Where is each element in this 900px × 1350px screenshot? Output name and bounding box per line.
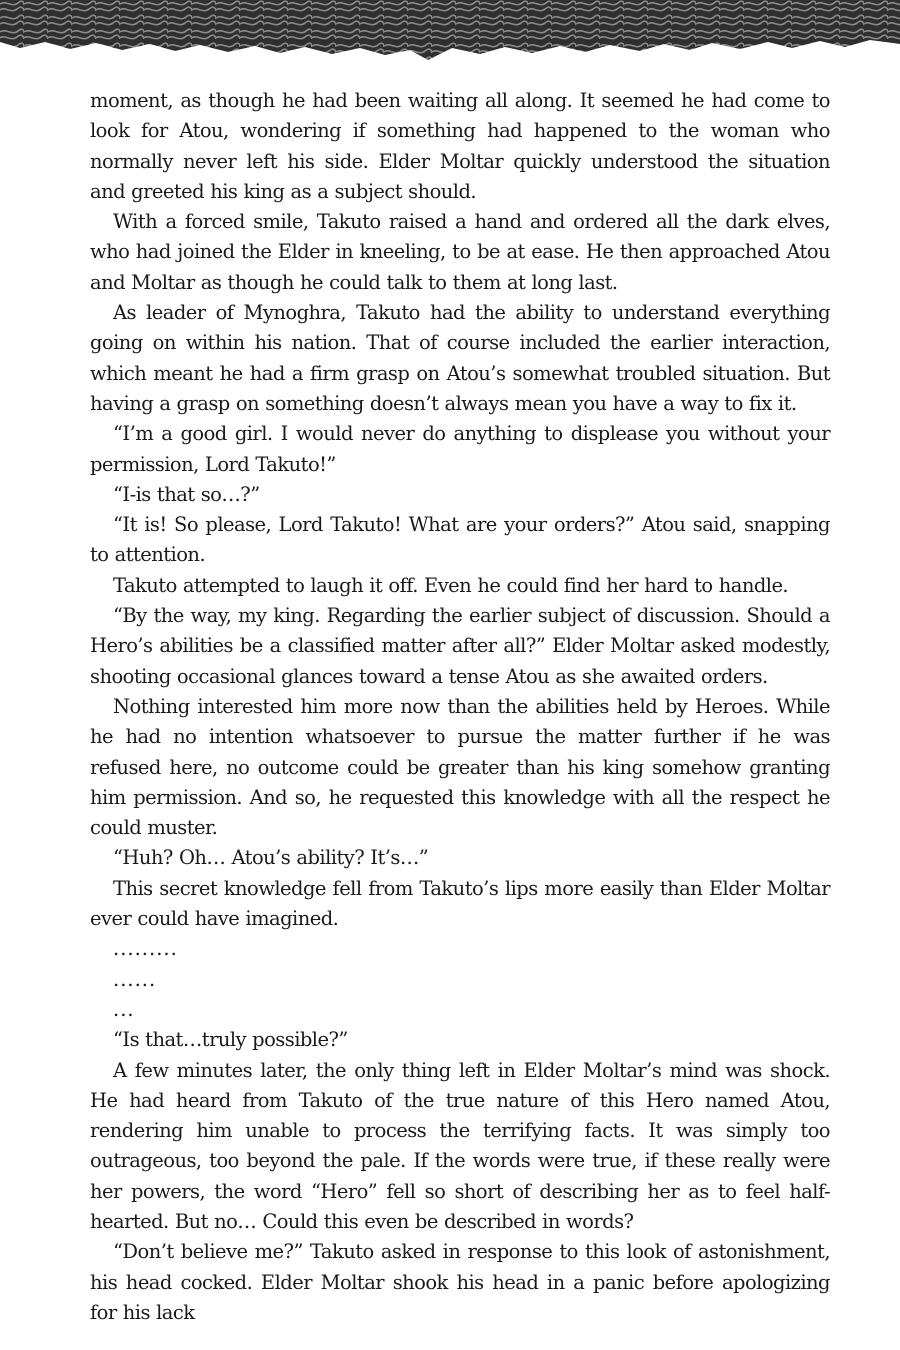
- paragraph: Takuto attempted to laugh it off. Even he could find her hard to handle.: [113, 573, 789, 597]
- paragraph: “I-is that so…?”: [113, 482, 260, 506]
- book-page-body: [90, 86, 830, 1328]
- paragraph: “By the way, my king. Regarding the earlier subject of discussion. Should a Hero’s abilities be a classified matter after all?” Elder Moltar asked modestly, shooting occasional glances toward a tense Atou as she awaited orders.: [90, 604, 830, 688]
- paragraph: “I’m a good girl. I would never do anything to displease you without your permission, Lord Takuto!”: [90, 422, 830, 476]
- torn-paper-header-decoration: [0, 0, 900, 70]
- paragraph: A few minutes later, the only thing left in Elder Moltar’s mind was shock. He had heard from Takuto of the true nature of this Hero named Atou, rendering him unable to process the terrifying facts. It was simply too outrageous, too beyond the pale. If the words were true, if these really were her powers, the word “Hero” fell so short of describing her as to feel half-hearted. But no… Could this even be described in words?: [90, 1058, 830, 1233]
- scene-break-dots: .........: [113, 937, 178, 961]
- paragraph: “Don’t believe me?” Takuto asked in response to this look of astonishment, his head cocked. Elder Moltar shook his head in a panic before apologizing for his lack: [90, 1240, 830, 1324]
- paragraph: moment, as though he had been waiting all along. It seemed he had come to look for Atou, wondering if something had happened to the woman who normally never left his side. Elder Moltar quickly understood the situation and greeted his king as a subject should.: [90, 89, 830, 203]
- paragraph: With a forced smile, Takuto raised a hand and ordered all the dark elves, who had joined the Elder in kneeling, to be at ease. He then approached Atou and Moltar as though he could talk to them at long last.: [90, 210, 830, 294]
- paragraph: “Huh? Oh… Atou’s ability? It’s…”: [113, 846, 429, 870]
- paragraph: This secret knowledge fell from Takuto’s lips more easily than Elder Moltar ever could have imagined.: [90, 876, 830, 931]
- paragraph: As leader of Mynoghra, Takuto had the ability to understand everything going on within his nation. That of course included the earlier interaction, which meant he had a firm grasp on Atou’s somewhat troubled situation. But having a grasp on something doesn’t always mean you have a way to fix it.: [90, 301, 830, 415]
- paragraph: “It is! So please, Lord Takuto! What are your orders?” Atou said, snapping to attention.: [90, 513, 830, 567]
- paragraph: “Is that…truly possible?”: [113, 1028, 348, 1052]
- scene-break-dots: ......: [113, 967, 157, 991]
- paragraph: Nothing interested him more now than the abilities held by Heroes. While he had no intention whatsoever to pursue the matter further if he was refused here, no outcome could be greater than his king somehow granting him permission. And so, he requested this knowledge with all the respect he could muster.: [90, 694, 830, 840]
- scene-break-dots: ...: [113, 997, 135, 1021]
